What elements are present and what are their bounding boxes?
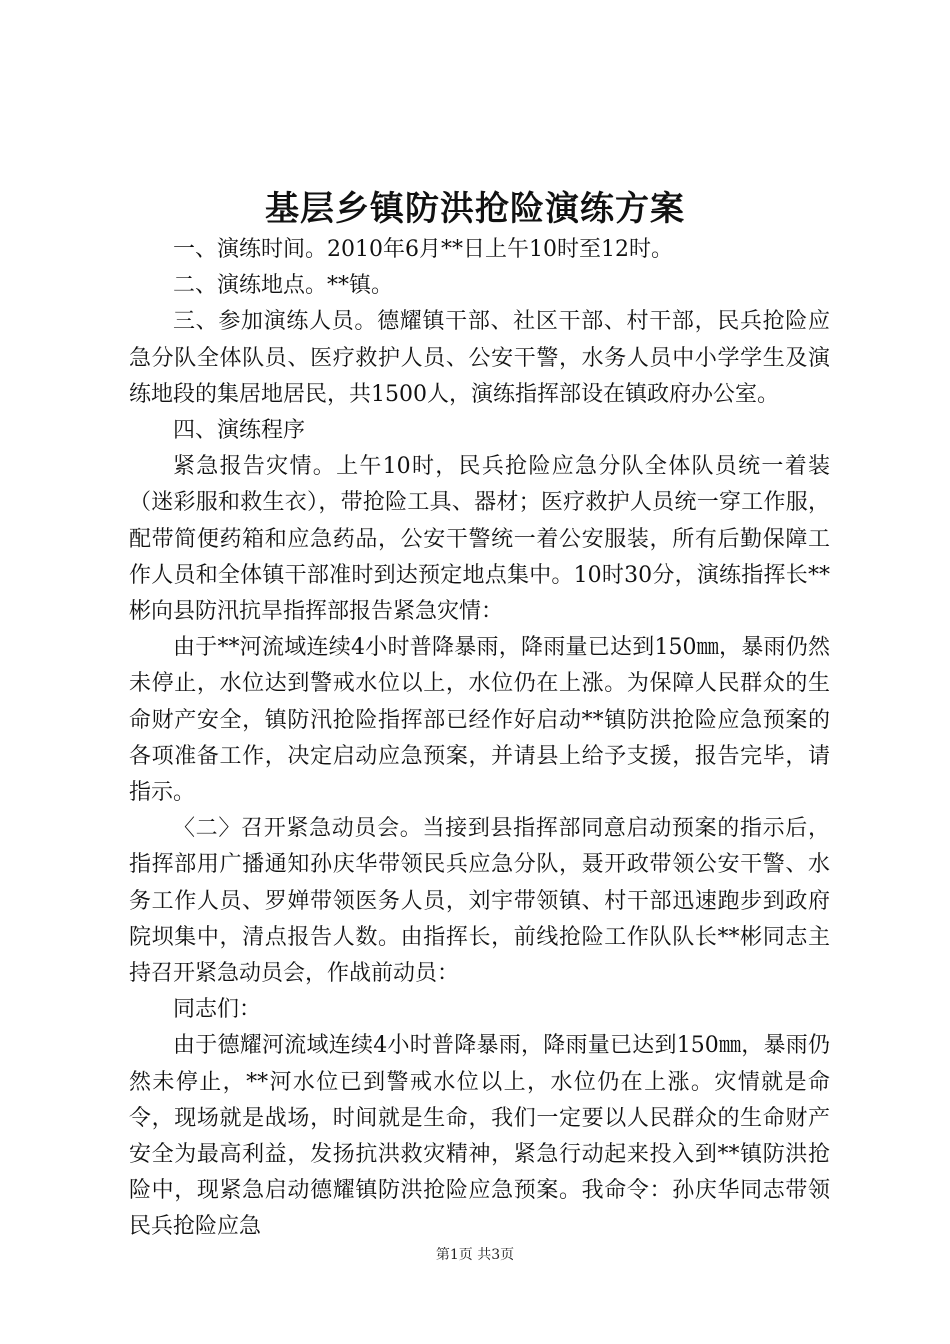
paragraph-report-content: 由于**河流域连续4小时普降暴雨，降雨量已达到150㎜，暴雨仍然未停止，水位达到警戒水位以上，水位仍在上涨。为保障人民群众的生命财产安全，镇防汛抢险指挥部已经作好启动**镇防洪抢险应急预案的各项准备工作，决定启动应急预案，并请县上给予支援，报告完毕，请指示。	[129, 635, 830, 806]
paragraph-drill-time: 一、演练时间。2010年6月**日上午10时至12时。	[173, 237, 673, 262]
document-title: 基层乡镇防洪抢险演练方案	[265, 189, 685, 229]
paragraph-emergency-report: 紧急报告灾情。上午10时，民兵抢险应急分队全体队员统一着装（迷彩服和救生衣），带抢险工具、器材；医疗救护人员统一穿工作服，配带简便药箱和应急药品，公安干警统一着公安服装，所有后勤保障工作人员和全体镇干部准时到达预定地点集中。10时30分，演练指挥长**彬向县防汛抗旱指挥部报告紧急灾情：	[129, 454, 830, 625]
document-body	[129, 232, 830, 1246]
paragraph-speech: 由于德耀河流域连续4小时普降暴雨，降雨量已达到150㎜，暴雨仍然未停止，**河水位已到警戒水位以上，水位仍在上涨。灾情就是命令，现场就是战场，时间就是生命，我们一定要以人民群众的生命财产安全为最高利益，发扬抗洪救灾精神，紧急行动起来投入到**镇防洪抢险中，现紧急启动德耀镇防洪抢险应急预案。我命令：孙庆华同志带领民兵抢险应急	[129, 1033, 830, 1240]
paragraph-drill-location: 二、演练地点。**镇。	[173, 273, 394, 299]
paragraph-mobilization-meeting: 〈二〉召开紧急动员会。当接到县指挥部同意启动预案的指示后，指挥部用广播通知孙庆华带领民兵应急分队，聂开政带领公安干警、水务工作人员、罗婵带领医务人员，刘宇带领镇、村干部迅速跑步到政府院坝集中，清点报告人数。由指挥长，前线抢险工作队队长**彬同志主持召开紧急动员会，作战前动员：	[129, 816, 830, 987]
paragraph-participants: 三、参加演练人员。德耀镇干部、社区干部、村干部，民兵抢险应急分队全体队员、医疗救护人员、公安干警，水务人员中小学学生及演练地段的集居地居民，共1500人，演练指挥部设在镇政府办公室。	[129, 309, 830, 407]
paragraph-procedure-heading: 四、演练程序	[173, 418, 306, 444]
page-footer: 第1页 共3页	[435, 1247, 515, 1263]
paragraph-salutation: 同志们：	[173, 997, 262, 1023]
